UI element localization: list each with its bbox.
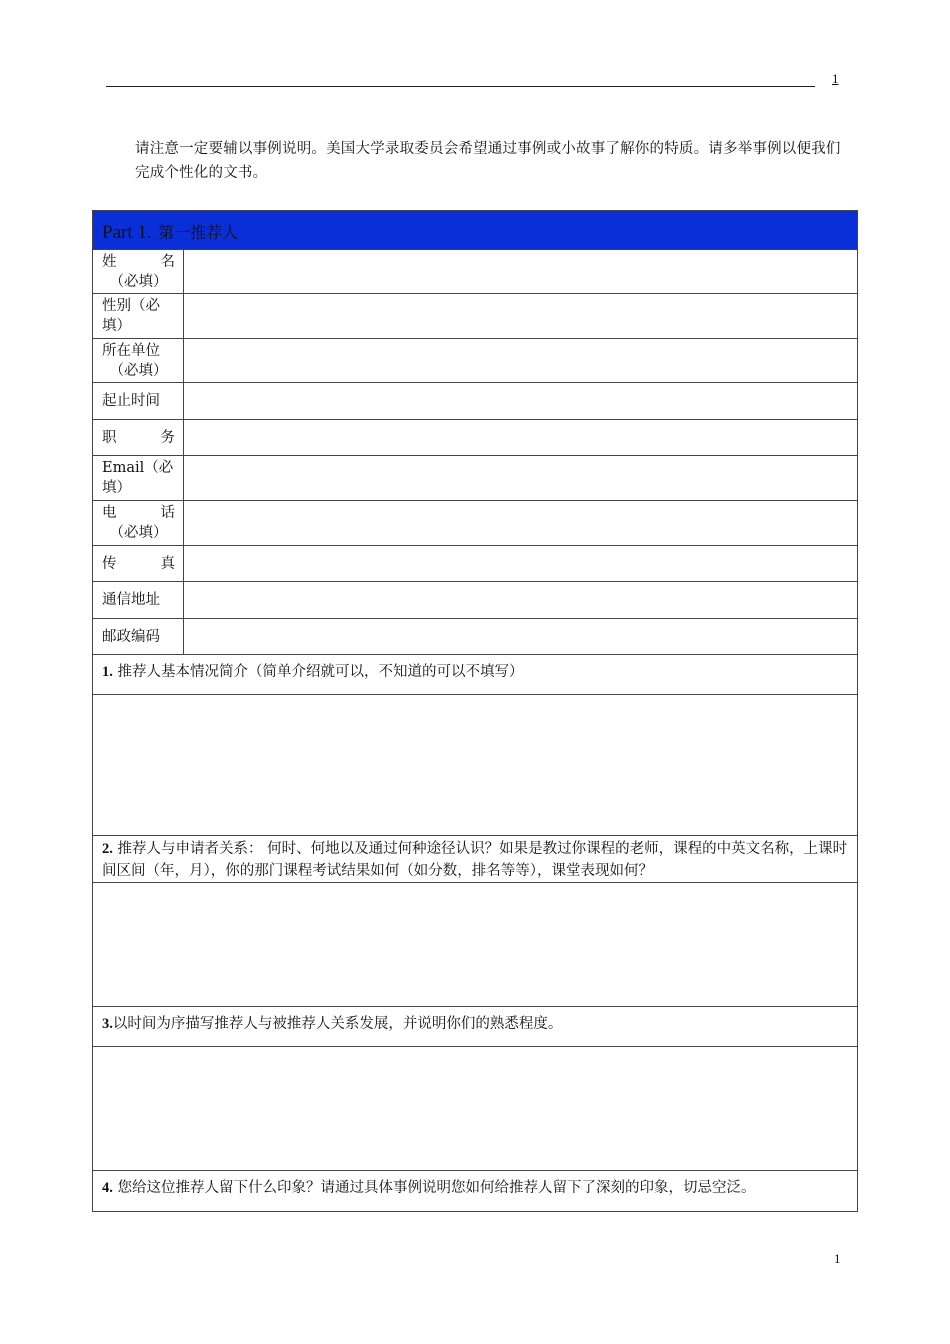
- question-row-3: [93, 1007, 858, 1047]
- label-address: 通信地址: [93, 582, 184, 619]
- header-rule: [106, 86, 815, 87]
- field-row-period: [93, 383, 858, 420]
- question-4-text: 您给这位推荐人留下什么印象？请通过具体事例说明您如何给推荐人留下了深刻的印象，切忌空泛。: [117, 1180, 756, 1196]
- question-4: [93, 1171, 858, 1212]
- label-period: 起止时间: [93, 383, 184, 420]
- recommender-form-table: [92, 210, 858, 1212]
- question-1-text: 推荐人基本情况简介（简单介绍就可以，不知道的可以不填写）: [117, 664, 524, 680]
- input-phone[interactable]: [184, 501, 858, 546]
- label-fax: [93, 546, 184, 582]
- input-gender[interactable]: [184, 294, 858, 339]
- input-address[interactable]: [184, 582, 858, 619]
- field-row-unit: [93, 339, 858, 383]
- answer-2-area[interactable]: [93, 883, 858, 1007]
- label-phone-char-2: 话: [160, 505, 175, 521]
- label-phone-char-1: 电: [102, 505, 117, 521]
- field-row-postcode: [93, 619, 858, 655]
- label-unit-line-1: 所在单位: [102, 343, 160, 359]
- label-gender-line-2: 填）: [102, 318, 131, 334]
- question-1: [93, 655, 858, 695]
- answer-1-area[interactable]: [93, 695, 858, 836]
- label-phone: [93, 501, 184, 546]
- question-1-number: 1.: [102, 664, 113, 680]
- field-row-fax: [93, 546, 858, 582]
- question-3-number: 3.: [102, 1016, 113, 1032]
- field-row-address: [93, 582, 858, 619]
- part-header-row: [93, 211, 858, 250]
- input-period[interactable]: [184, 383, 858, 420]
- question-3: [93, 1007, 858, 1047]
- label-gender: [93, 294, 184, 339]
- label-postcode: 邮政编码: [93, 619, 184, 655]
- intro-paragraph: 请注意一定要辅以事例说明。美国大学录取委员会希望通过事例或小故事了解你的特质。请多举事例以便我们完成个性化的文书。: [135, 141, 841, 181]
- part-header: [93, 211, 858, 250]
- label-position-char-2: 务: [160, 429, 175, 446]
- answer-row-3: [93, 1047, 858, 1171]
- part-label-en: Part 1.: [102, 221, 152, 243]
- question-2-number: 2.: [102, 841, 113, 857]
- label-phone-required: （必填）: [109, 525, 168, 541]
- question-3-text: 以时间为序描写推荐人与被推荐人关系发展，并说明你们的熟悉程度。: [112, 1016, 563, 1032]
- label-name-required: （必填）: [109, 274, 168, 290]
- question-row-4: [93, 1171, 858, 1212]
- label-email: [93, 456, 184, 501]
- label-unit-required: （必填）: [109, 363, 168, 379]
- label-email-line-2: 填）: [102, 480, 131, 496]
- answer-3-area[interactable]: [93, 1047, 858, 1171]
- field-row-gender: [93, 294, 858, 339]
- label-fax-char-1: 传: [102, 555, 117, 572]
- header-page-number: 1: [832, 71, 839, 86]
- answer-row-2: [93, 883, 858, 1007]
- label-unit: [93, 339, 184, 383]
- label-fax-char-2: 真: [160, 555, 175, 572]
- part-label-cn: 第一推荐人: [158, 222, 239, 242]
- input-fax[interactable]: [184, 546, 858, 582]
- field-row-position: [93, 420, 858, 456]
- label-name-char-1: 姓: [102, 254, 117, 270]
- question-row-1: [93, 655, 858, 695]
- input-email[interactable]: [184, 456, 858, 501]
- footer-page-number: 1: [834, 1251, 841, 1266]
- input-postcode[interactable]: [184, 619, 858, 655]
- field-row-phone: [93, 501, 858, 546]
- question-2: [93, 836, 858, 883]
- input-position[interactable]: [184, 420, 858, 456]
- label-name: [93, 250, 184, 294]
- question-2-text: 推荐人与申请者关系： 何时、何地以及通过何种途径认识？如果是教过你课程的老师，课程的中英文名称，上课时间区间（年，月），你的那门课程考试结果如何（如分数，排名等等），课堂表现如何？: [102, 841, 848, 879]
- answer-row-1: [93, 695, 858, 836]
- label-email-line-1: Email（必: [102, 460, 174, 476]
- label-position-char-1: 职: [102, 429, 117, 446]
- label-name-char-2: 名: [160, 254, 175, 270]
- field-row-email: [93, 456, 858, 501]
- label-gender-line-1: 性别（必: [102, 298, 160, 314]
- question-row-2: [93, 836, 858, 883]
- input-unit[interactable]: [184, 339, 858, 383]
- label-position: [93, 420, 184, 456]
- input-name[interactable]: [184, 250, 858, 294]
- question-4-number: 4.: [102, 1180, 113, 1196]
- field-row-name: [93, 250, 858, 294]
